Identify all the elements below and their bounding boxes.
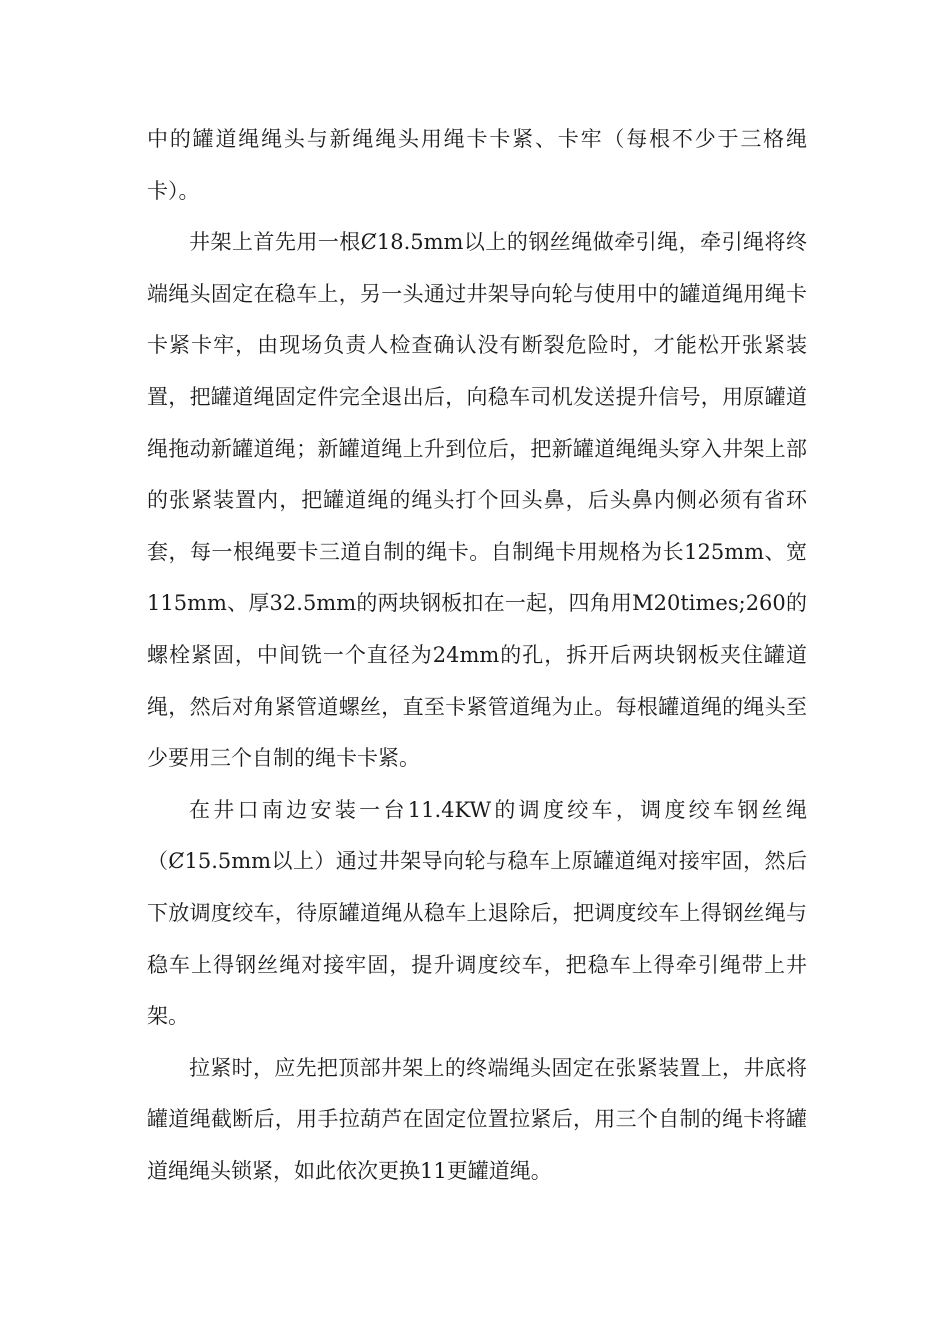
paragraph-3: 在井口南边安装一台11.4KW的调度绞车，调度绞车钢丝绳（Ȼ15.5mm以上）通过井架导向轮与稳车上原罐道绳对接牢固，然后下放调度绞车，待原罐道绳从稳车上退除后，把调度绞车上得钢丝绳与稳车上得钢丝绳对接牢固，提升调度绞车，把稳车上得牵引绳带上井架。 xyxy=(147,797,807,1029)
paragraph-2: 井架上首先用一根Ȼ18.5mm以上的钢丝绳做牵引绳，牵引绳将终端绳头固定在稳车上，另一头通过井架导向轮与使用中的罐道绳用绳卡卡紧卡牢，由现场负责人检查确认没有断裂危险时，才能松开张紧装置，把罐道绳固定件完全退出后，向稳车司机发送提升信号，用原罐道绳拖动新罐道绳；新罐道绳上升到位后，把新罐道绳绳头穿入井架上部的张紧装置内，把罐道绳的绳头打个回头鼻，后头鼻内侧必须有省环套，每一根绳要卡三道自制的绳卡。自制绳卡用规格为长125mm、宽115mm、厚32.5mm的两块钢板扣在一起，四角用M20times;260的螺栓紧固，中间铣一个直径为24mm的孔，拆开后两块钢板夹住罐道绳，然后对角紧管道螺丝，直至卡紧管道绳为止。每根罐道绳的绳头至少要用三个自制的绳卡卡紧。 xyxy=(147,230,807,771)
document-body xyxy=(147,114,807,1197)
paragraph-4: 拉紧时，应先把顶部井架上的终端绳头固定在张紧装置上，井底将罐道绳截断后，用手拉葫芦在固定位置拉紧后，用三个自制的绳卡将罐道绳绳头锁紧，如此依次更换11更罐道绳。 xyxy=(147,1055,807,1183)
paragraph-1: 中的罐道绳绳头与新绳绳头用绳卡卡紧、卡牢（每根不少于三格绳卡）。 xyxy=(147,127,807,203)
